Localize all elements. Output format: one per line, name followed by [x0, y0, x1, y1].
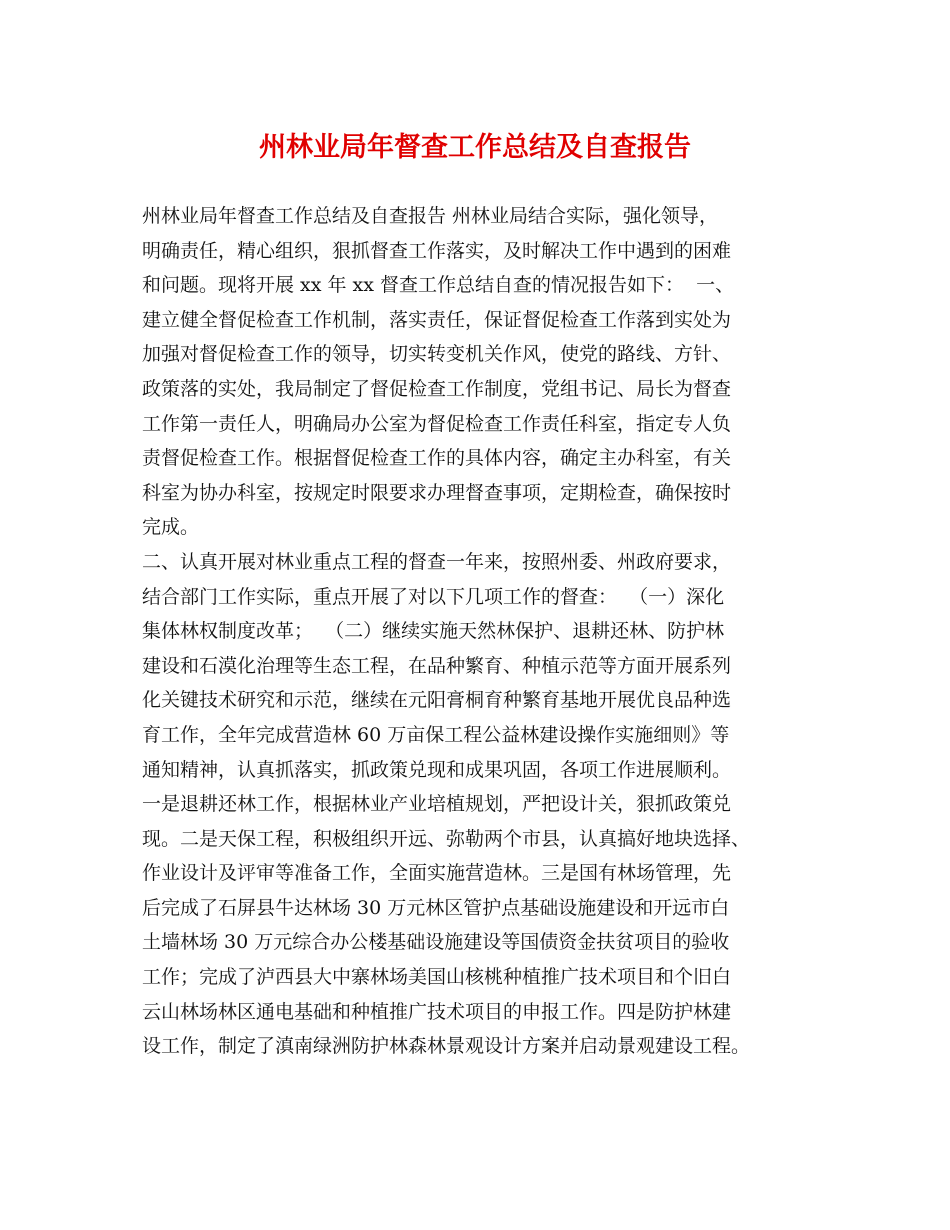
document-title: 州林业局年督查工作总结及自查报告	[259, 132, 691, 163]
body-line: 建立健全督促检查工作机制，落实责任，保证督促检查工作落到实处为	[142, 308, 732, 331]
document-body	[142, 199, 832, 1064]
body-line: 和问题。现将开展 xx 年 xx 督查工作总结自查的情况报告如下： 一、	[142, 274, 735, 297]
body-line: 明确责任，精心组织，狠抓督查工作落实，及时解决工作中遇到的困难	[142, 239, 732, 262]
body-line: 后完成了石屏县牛达林场 30 万元林区管护点基础设施建设和开远市白	[142, 896, 730, 919]
body-line: 州林业局年督查工作总结及自查报告 州林业局结合实际，强化领导，	[142, 205, 719, 227]
body-line: 政策落的实处，我局制定了督促检查工作制度，党组书记、局长为督查	[142, 377, 732, 400]
body-line: 责督促检查工作。根据督促检查工作的具体内容，确定主办科室，有关	[142, 447, 732, 470]
body-line: 工作第一责任人，明确局办公室为督促检查工作责任科室，指定专人负	[142, 412, 732, 435]
body-line: 育工作，全年完成营造林 60 万亩保工程公益林建设操作实施细则》等	[142, 723, 730, 746]
body-line: 科室为协办科室，按规定时限要求办理督查事项，定期检查，确保按时	[142, 481, 732, 504]
body-line: 云山林场林区通电基础和种植推广技术项目的申报工作。四是防护林建	[142, 1000, 732, 1023]
body-line: 集体林权制度改革； （二）继续实施天然林保护、退耕还林、防护林	[142, 620, 725, 643]
body-line: 化关键技术研究和示范，继续在元阳膏桐育种繁育基地开展优良品种选	[142, 689, 732, 712]
body-line: 现。二是天保工程，积极组织开远、弥勒两个市县，认真搞好地块选择、	[142, 827, 751, 850]
body-line: 土墙林场 30 万元综合办公楼基础设施建设等国债资金扶贫项目的验收	[142, 931, 730, 954]
body-line: 设工作，制定了滇南绿洲防护林森林景观设计方案并启动景观建设工程。	[142, 1035, 751, 1058]
body-line: 建设和石漠化治理等生态工程，在品种繁育、种植示范等方面开展系列	[142, 654, 732, 677]
body-line: 结合部门工作实际，重点开展了对以下几项工作的督查： （一）深化	[142, 585, 725, 608]
body-line: 加强对督促检查工作的领导，切实转变机关作风，使党的路线、方针、	[142, 343, 732, 366]
body-line: 工作；完成了泸西县大中寨林场美国山核桃种植推广技术项目和个旧白	[142, 966, 732, 989]
body-line: 完成。	[142, 516, 200, 539]
body-line: 通知精神，认真抓落实，抓政策兑现和成果巩固，各项工作进展顺利。	[142, 758, 732, 781]
body-line: 一是退耕还林工作，根据林业产业培植规划，严把设计关，狠抓政策兑	[142, 793, 732, 816]
body-line: 作业设计及评审等准备工作，全面实施营造林。三是国有林场管理，先	[142, 862, 732, 885]
body-line: 二、认真开展对林业重点工程的督查一年来，按照州委、州政府要求，	[142, 550, 732, 573]
